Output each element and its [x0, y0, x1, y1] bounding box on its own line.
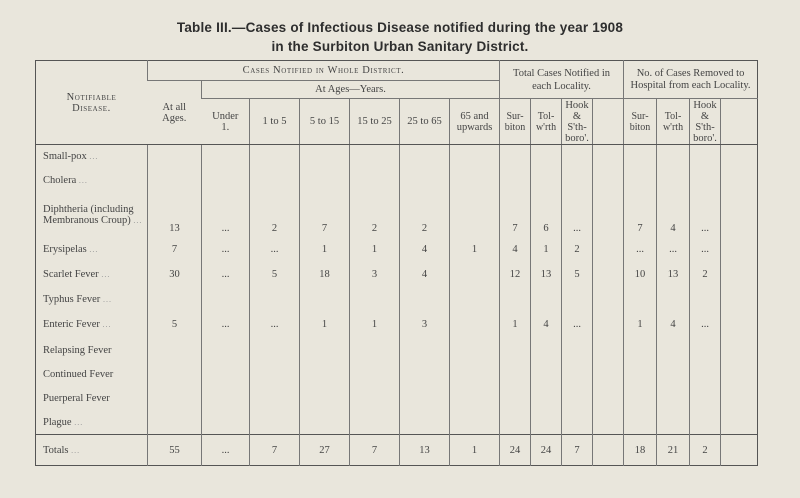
table-cell	[350, 363, 400, 387]
table-cell	[531, 387, 562, 411]
table-body	[36, 145, 758, 435]
table-row	[36, 193, 758, 238]
table-cell	[721, 287, 758, 312]
header-age-15-25: 15 to 25	[350, 99, 400, 145]
table-cell	[450, 363, 500, 387]
table-cell	[721, 262, 758, 287]
table-cell	[202, 411, 250, 435]
table-cell	[148, 338, 202, 363]
table-cell	[300, 411, 350, 435]
header-rem-tolworth: Tol-w'rth	[657, 99, 690, 145]
table-row	[36, 411, 758, 435]
table-cell	[593, 287, 624, 312]
table-cell	[148, 387, 202, 411]
table-cell: 4	[500, 238, 531, 262]
header-total-by-locality: Total Cases Notified in each Locality.	[500, 61, 624, 99]
table-cell	[690, 287, 721, 312]
table-cell	[657, 287, 690, 312]
table-cell	[250, 145, 300, 169]
table-cell: 1	[450, 435, 500, 466]
table-cell: 7	[624, 193, 657, 238]
table-cell: 5	[148, 312, 202, 338]
disease-name	[36, 411, 148, 435]
table-cell	[400, 411, 450, 435]
table-cell	[350, 145, 400, 169]
table-cell: ...	[624, 238, 657, 262]
table-cell	[500, 387, 531, 411]
table-cell	[202, 363, 250, 387]
table-cell: 3	[350, 262, 400, 287]
table-cell	[300, 338, 350, 363]
table-cell	[202, 169, 250, 193]
disease-name	[36, 363, 148, 387]
table-cell: 1	[531, 238, 562, 262]
table-cell	[250, 363, 300, 387]
header-rem-surbiton: Sur-biton	[624, 99, 657, 145]
table-cell: 21	[657, 435, 690, 466]
table-cell	[531, 169, 562, 193]
table-cell: 1	[624, 312, 657, 338]
disease-label: Relapsing Fever	[43, 344, 112, 356]
table-cell	[202, 287, 250, 312]
table-cell: ...	[657, 238, 690, 262]
table-cell	[562, 145, 593, 169]
table-cell	[450, 338, 500, 363]
table-cell	[624, 145, 657, 169]
header-age-65-up: 65 and upwards	[450, 99, 500, 145]
table-cell: 4	[400, 262, 450, 287]
table-cell	[202, 387, 250, 411]
table-cell	[593, 387, 624, 411]
table-cell	[721, 238, 758, 262]
disease-name	[36, 238, 148, 262]
table-cell: 13	[400, 435, 450, 466]
table-cell	[500, 338, 531, 363]
disease-table	[35, 60, 758, 466]
table-cell	[450, 312, 500, 338]
table-cell	[657, 411, 690, 435]
table-cell: 18	[624, 435, 657, 466]
table-cell	[350, 338, 400, 363]
table-cell	[350, 411, 400, 435]
table-cell: 4	[400, 238, 450, 262]
disease-label: Typhus Fever	[43, 293, 101, 305]
table-cell: 2	[690, 262, 721, 287]
table-cell: 1	[350, 312, 400, 338]
table-cell: 4	[531, 312, 562, 338]
table-cell: 2	[562, 238, 593, 262]
table-cell: 7	[350, 435, 400, 466]
header-loc-tolworth: Tol-w'rth	[531, 99, 562, 145]
header-loc-hook: Hook & S'th-boro'.	[562, 99, 593, 145]
disease-name	[36, 435, 148, 466]
table-cell	[721, 145, 758, 169]
table-cell: 24	[531, 435, 562, 466]
table-cell	[721, 435, 758, 466]
table-cell: 7	[562, 435, 593, 466]
table-cell: 7	[500, 193, 531, 238]
table-subtitle: in the Surbiton Urban Sanitary District.	[271, 39, 529, 54]
table-cell	[500, 169, 531, 193]
table-cell	[400, 169, 450, 193]
leader-dots: ...	[101, 269, 111, 279]
table-cell	[148, 287, 202, 312]
table-cell: 3	[400, 312, 450, 338]
table-cell	[593, 193, 624, 238]
table-cell	[450, 193, 500, 238]
table-cell: ...	[562, 312, 593, 338]
table-cell	[250, 411, 300, 435]
table-cell: 4	[657, 312, 690, 338]
totals-row	[36, 435, 758, 466]
table-cell	[657, 169, 690, 193]
table-row	[36, 312, 758, 338]
table-cell	[721, 312, 758, 338]
leader-dots: ...	[89, 245, 99, 254]
table-cell	[690, 169, 721, 193]
table-cell	[500, 145, 531, 169]
table-cell	[562, 338, 593, 363]
table-cell: ...	[202, 193, 250, 238]
table-cell	[450, 387, 500, 411]
disease-name	[36, 169, 148, 193]
table-cell	[300, 363, 350, 387]
table-cell: 18	[300, 262, 350, 287]
table-cell: 7	[300, 193, 350, 238]
header-age-under1: Under 1.	[202, 99, 250, 145]
header-rem-hook: Hook & S'th-boro'.	[690, 99, 721, 145]
table-cell: 1	[300, 312, 350, 338]
table-cell	[400, 338, 450, 363]
table-cell	[250, 287, 300, 312]
disease-name	[36, 145, 148, 169]
table-cell: ...	[690, 238, 721, 262]
table-totals	[36, 435, 758, 466]
table-cell: ...	[690, 312, 721, 338]
table-cell: 30	[148, 262, 202, 287]
table-cell: ...	[202, 262, 250, 287]
table-cell	[562, 387, 593, 411]
table-cell	[690, 338, 721, 363]
table-cell: 24	[500, 435, 531, 466]
table-cell: 2	[250, 193, 300, 238]
table-cell	[624, 338, 657, 363]
table-cell: 1	[500, 312, 531, 338]
disease-name	[36, 312, 148, 338]
table-cell: ...	[562, 193, 593, 238]
table-cell: ...	[250, 312, 300, 338]
table-cell	[624, 363, 657, 387]
header-loc-blank	[593, 99, 624, 145]
table-cell	[624, 287, 657, 312]
table-cell	[593, 169, 624, 193]
table-cell	[148, 363, 202, 387]
header-age-1-5: 1 to 5	[250, 99, 300, 145]
table-cell: 13	[531, 262, 562, 287]
table-row	[36, 169, 758, 193]
table-cell: ...	[250, 238, 300, 262]
table-cell	[202, 145, 250, 169]
disease-name	[36, 338, 148, 363]
table-row	[36, 287, 758, 312]
table-cell	[690, 411, 721, 435]
header-age-25-65: 25 to 65	[400, 99, 450, 145]
leader-dots: ...	[102, 294, 112, 304]
table-cell	[250, 338, 300, 363]
table-cell: 55	[148, 435, 202, 466]
disease-label: Totals	[43, 444, 69, 456]
table-cell	[690, 363, 721, 387]
disease-label: Continued Fever	[43, 369, 114, 380]
header-rem-blank	[721, 99, 758, 145]
table-cell: ...	[690, 193, 721, 238]
leader-dots: ...	[133, 216, 143, 225]
table-cell	[350, 387, 400, 411]
header-loc-surbiton: Sur-biton	[500, 99, 531, 145]
table-cell	[721, 387, 758, 411]
table-cell	[531, 363, 562, 387]
table-cell: 2	[690, 435, 721, 466]
disease-label: Plague	[43, 416, 72, 428]
table-cell	[593, 262, 624, 287]
table-cell	[657, 338, 690, 363]
table-cell	[400, 387, 450, 411]
table-cell	[593, 238, 624, 262]
table-cell	[593, 363, 624, 387]
table-cell	[350, 287, 400, 312]
table-cell	[450, 262, 500, 287]
disease-name	[36, 387, 148, 411]
table-cell	[400, 363, 450, 387]
table-cell	[500, 411, 531, 435]
table-cell	[562, 363, 593, 387]
leader-dots: ...	[71, 445, 81, 455]
table-cell	[300, 145, 350, 169]
table-cell: 12	[500, 262, 531, 287]
disease-label: Cholera	[43, 175, 77, 186]
header-age-5-15: 5 to 15	[300, 99, 350, 145]
leader-dots: ...	[78, 176, 88, 185]
table-cell	[624, 169, 657, 193]
table-cell: 7	[250, 435, 300, 466]
table-cell	[400, 145, 450, 169]
table-cell	[531, 411, 562, 435]
table-cell	[500, 363, 531, 387]
table-cell: 6	[531, 193, 562, 238]
table-row	[36, 262, 758, 287]
table-cell	[531, 338, 562, 363]
table-cell	[721, 411, 758, 435]
disease-label: Scarlet Fever	[43, 268, 99, 280]
table-cell: ...	[202, 312, 250, 338]
table-cell: 5	[562, 262, 593, 287]
table-cell	[721, 363, 758, 387]
table-cell: 1	[300, 238, 350, 262]
table-cell	[450, 169, 500, 193]
table-row	[36, 238, 758, 262]
table-cell: 27	[300, 435, 350, 466]
table-cell	[624, 411, 657, 435]
table-cell	[657, 145, 690, 169]
table-cell: 13	[657, 262, 690, 287]
table-cell	[624, 387, 657, 411]
table-cell	[721, 169, 758, 193]
disease-name	[36, 287, 148, 312]
table-cell	[690, 145, 721, 169]
table-cell	[450, 287, 500, 312]
disease-label: Enteric Fever	[43, 319, 100, 330]
leader-dots: ...	[89, 152, 99, 162]
table-cell	[593, 411, 624, 435]
header-cases-notified: Cases Notified in Whole District.	[148, 61, 500, 81]
table-cell	[593, 435, 624, 466]
table-cell	[562, 169, 593, 193]
table-cell	[531, 145, 562, 169]
table-cell	[148, 411, 202, 435]
table-cell	[148, 145, 202, 169]
leader-dots: ...	[74, 417, 84, 427]
leader-dots: ...	[102, 320, 112, 329]
table-cell	[148, 169, 202, 193]
table-cell	[450, 145, 500, 169]
table-cell	[300, 169, 350, 193]
table-row	[36, 145, 758, 169]
disease-label: Small-pox	[43, 151, 87, 163]
table-cell: ...	[202, 435, 250, 466]
header-removed: No. of Cases Removed to Hospital from each Locality.	[624, 61, 758, 99]
table-cell	[593, 145, 624, 169]
table-cell: 1	[450, 238, 500, 262]
table-row	[36, 363, 758, 387]
header-at-ages: At Ages—Years.	[202, 81, 500, 99]
table-cell	[593, 312, 624, 338]
table-cell	[562, 411, 593, 435]
table-cell	[400, 287, 450, 312]
disease-name	[36, 262, 148, 287]
table-cell	[300, 387, 350, 411]
table-cell: 5	[250, 262, 300, 287]
table-cell	[250, 169, 300, 193]
table-cell	[531, 287, 562, 312]
disease-label: Diphtheria (including Membranous Croup)	[43, 204, 134, 226]
table-cell: 4	[657, 193, 690, 238]
table-cell: ...	[202, 238, 250, 262]
table-cell	[690, 387, 721, 411]
table-cell	[721, 193, 758, 238]
table-cell	[250, 387, 300, 411]
header-disease: Notifiable Disease.	[36, 61, 148, 145]
table-row	[36, 387, 758, 411]
table-cell	[202, 338, 250, 363]
table-cell	[657, 363, 690, 387]
disease-label: Puerperal Fever	[43, 393, 110, 404]
table-cell: 2	[350, 193, 400, 238]
table-title: Table III.—Cases of Infectious Disease notified during the year 1908	[176, 20, 624, 35]
table-cell: 10	[624, 262, 657, 287]
table-cell	[300, 287, 350, 312]
table-cell	[593, 338, 624, 363]
table-cell	[350, 169, 400, 193]
table-cell	[450, 411, 500, 435]
table-cell: 2	[400, 193, 450, 238]
table-cell: 13	[148, 193, 202, 238]
disease-label: Erysipelas	[43, 244, 87, 255]
table-cell: 7	[148, 238, 202, 262]
table-cell	[500, 287, 531, 312]
disease-name	[36, 193, 148, 238]
table-cell	[721, 338, 758, 363]
table-cell	[562, 287, 593, 312]
table-cell: 1	[350, 238, 400, 262]
header-all-ages: At all Ages.	[148, 81, 202, 145]
table-row	[36, 338, 758, 363]
table-cell	[657, 387, 690, 411]
